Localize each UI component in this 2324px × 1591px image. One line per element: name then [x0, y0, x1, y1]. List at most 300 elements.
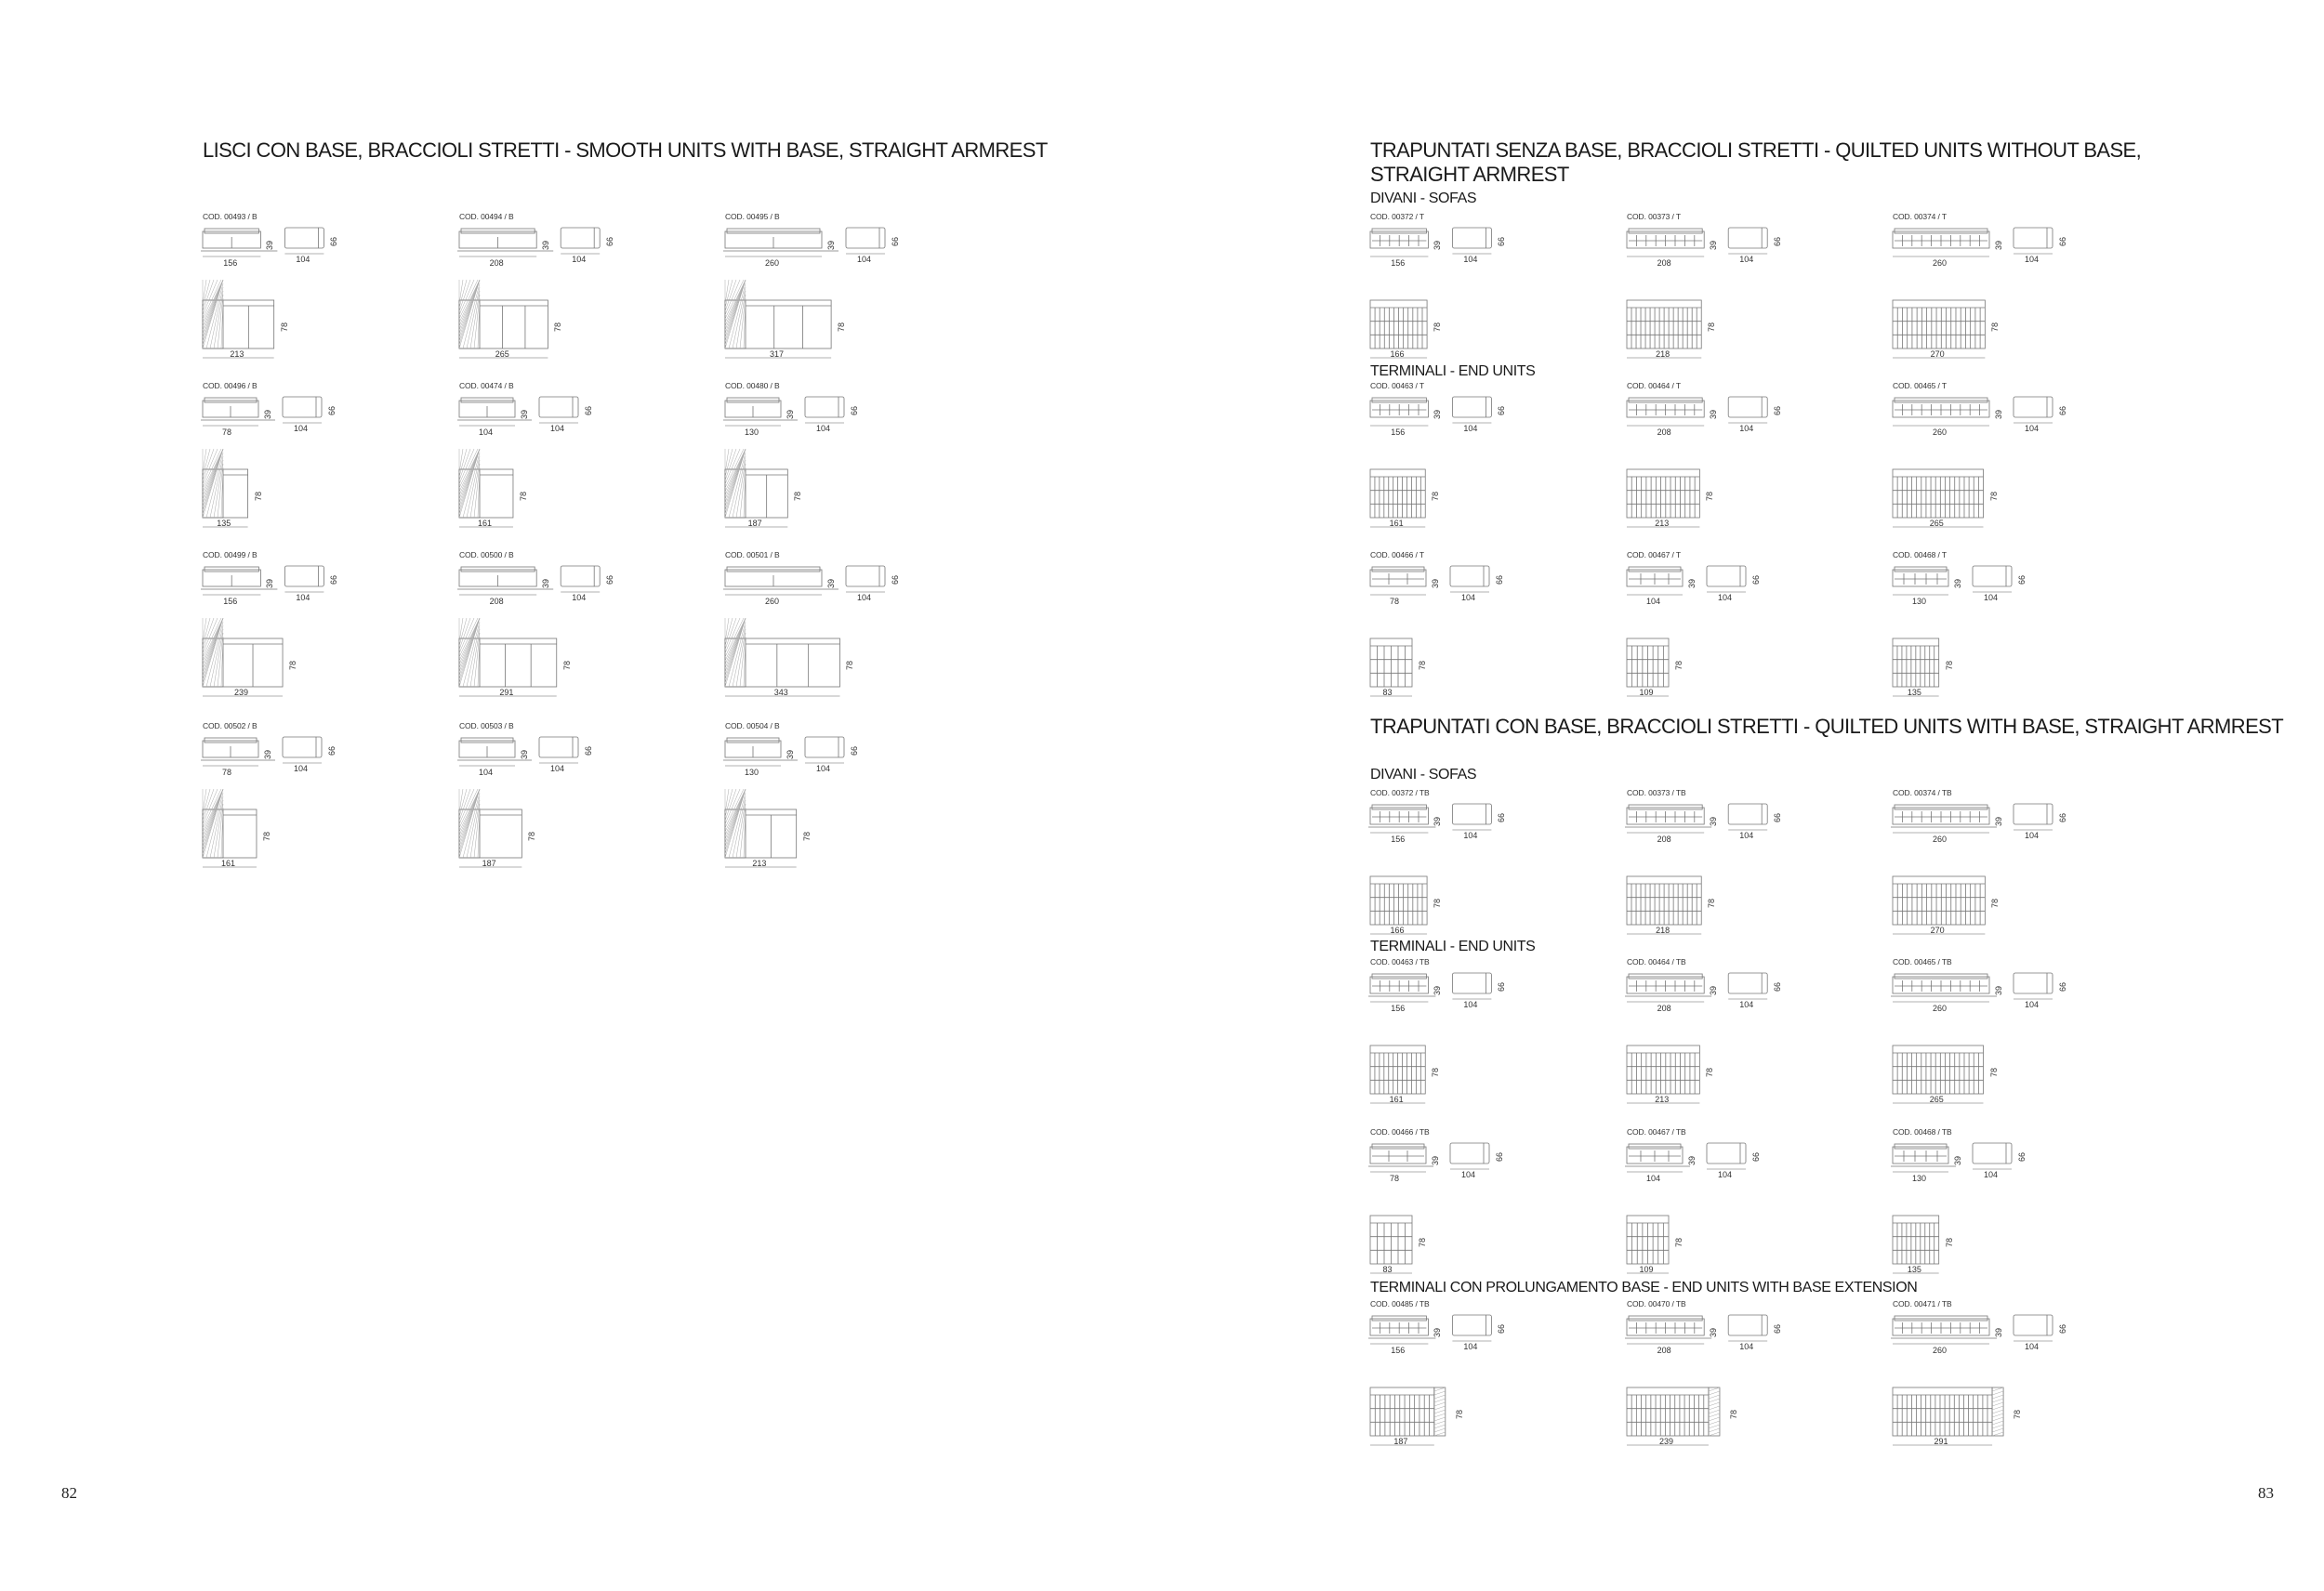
- plan-width-label: 213: [752, 859, 767, 868]
- depth-label: 104: [1463, 831, 1478, 840]
- plan-depth-label: 78: [1674, 1237, 1684, 1247]
- front-body: [1370, 1147, 1426, 1164]
- hatch-line: [1992, 1399, 2003, 1402]
- product-unit: [1370, 957, 1621, 1138]
- plan-width-label: 161: [477, 519, 492, 528]
- width-label: 208: [489, 597, 504, 606]
- depth-label: 104: [816, 764, 831, 773]
- hatch-line: [203, 789, 223, 858]
- width-label: 78: [222, 768, 232, 777]
- plan-depth-label: 78: [837, 322, 847, 332]
- front-elevation: [1625, 974, 1711, 1002]
- back-height-label: 66: [1497, 405, 1507, 415]
- plan-depth-label: 78: [1944, 1237, 1954, 1247]
- hatch-line: [1992, 1413, 2003, 1417]
- section-title-quilted-nobase-line2: STRAIGHT ARMREST: [1370, 163, 1569, 186]
- width-label: 156: [223, 258, 238, 268]
- hatch-line: [1434, 1425, 1446, 1428]
- plan-width-label: 265: [495, 349, 509, 359]
- plan-depth-label: 78: [1433, 898, 1443, 908]
- height-label: 39: [1994, 985, 2003, 995]
- product-unit: [203, 721, 454, 902]
- side-elevation: [846, 228, 885, 254]
- product-code: COD. 00501 / B: [725, 550, 780, 559]
- front-backrest: [727, 738, 779, 743]
- hatch-line: [1709, 1432, 1720, 1436]
- front-elevation: [1368, 1316, 1435, 1344]
- width-label: 208: [1657, 835, 1671, 844]
- plan-width-label: 83: [1382, 1265, 1393, 1274]
- plan-width-label: 218: [1656, 926, 1670, 935]
- hatch-line: [1434, 1402, 1446, 1406]
- depth-label: 104: [550, 424, 565, 433]
- hatch-line: [1992, 1417, 2003, 1421]
- page-number-right: 83: [2258, 1484, 2274, 1502]
- hatch-line: [1992, 1387, 2003, 1391]
- plan-depth-label: 78: [288, 660, 298, 670]
- plan-depth-label: 78: [845, 660, 855, 670]
- height-label: 39: [1709, 816, 1719, 826]
- plan-width-label: 291: [499, 688, 514, 697]
- front-backrest: [727, 567, 820, 572]
- back-height-label: 66: [2058, 981, 2067, 992]
- height-label: 39: [520, 749, 529, 759]
- plan-width-label: 239: [1658, 1437, 1673, 1446]
- unit-drawing: [1370, 957, 1621, 1138]
- hatch-line: [459, 449, 480, 518]
- plan-view: [459, 449, 513, 527]
- plan-width-label: 213: [1655, 519, 1670, 528]
- depth-label: 104: [1984, 593, 1999, 602]
- height-label: 39: [541, 240, 551, 250]
- side-elevation: [1450, 1143, 1489, 1169]
- width-label: 260: [1933, 258, 1948, 268]
- unit-drawing: [459, 550, 710, 731]
- width-label: 156: [1391, 1346, 1406, 1355]
- side-elevation: [1728, 1315, 1767, 1341]
- width-label: 130: [745, 768, 759, 777]
- height-label: 39: [265, 240, 275, 250]
- unit-drawing: [725, 550, 976, 731]
- product-code: COD. 00502 / B: [203, 721, 257, 730]
- back-height-label: 66: [2058, 1323, 2067, 1334]
- front-backrest: [461, 398, 513, 402]
- width-label: 78: [222, 427, 232, 437]
- plan-view: [725, 449, 787, 527]
- front-elevation: [1891, 1316, 1997, 1344]
- plan-depth-label: 78: [1418, 1237, 1427, 1247]
- front-backrest: [727, 229, 820, 233]
- plan-width-label: 265: [1929, 519, 1944, 528]
- product-code: COD. 00499 / B: [203, 550, 257, 559]
- product-unit: [1893, 788, 2144, 969]
- depth-label: 104: [2025, 1000, 2040, 1009]
- hatch-line: [1709, 1402, 1720, 1406]
- product-code: COD. 00467 / T: [1627, 550, 1681, 559]
- product-code: COD. 00374 / TB: [1893, 788, 1952, 797]
- hatch-line: [1709, 1406, 1720, 1410]
- width-label: 208: [1657, 427, 1671, 437]
- front-backrest: [205, 229, 258, 233]
- product-unit: [725, 381, 976, 562]
- side-elevation: [1728, 973, 1767, 999]
- height-label: 39: [1709, 1327, 1719, 1337]
- back-height-label: 66: [1773, 236, 1783, 246]
- plan-view: [203, 280, 274, 358]
- hatch-line: [1992, 1428, 2003, 1432]
- product-code: COD. 00467 / TB: [1627, 1127, 1686, 1137]
- front-backrest: [461, 229, 535, 233]
- side-elevation: [539, 397, 578, 423]
- product-unit: [1893, 1127, 2144, 1308]
- hatch-line: [1709, 1417, 1720, 1421]
- front-elevation: [1368, 805, 1435, 833]
- plan-width-label: 83: [1382, 688, 1393, 697]
- height-label: 39: [826, 578, 836, 588]
- product-code: COD. 00465 / T: [1893, 381, 1947, 390]
- unit-drawing: [459, 212, 710, 393]
- front-backrest: [1895, 974, 1987, 979]
- front-backrest: [1372, 1316, 1426, 1321]
- height-label: 39: [1433, 816, 1443, 826]
- plan-width-label: 135: [217, 519, 231, 528]
- product-code: COD. 00463 / TB: [1370, 957, 1430, 966]
- depth-label: 104: [1739, 1342, 1754, 1351]
- depth-label: 104: [1718, 593, 1733, 602]
- width-label: 260: [765, 597, 780, 606]
- subtitle-sofas-base: DIVANI - SOFAS: [1370, 767, 1477, 782]
- product-code: COD. 00464 / T: [1627, 381, 1681, 390]
- back-height-label: 66: [2017, 1151, 2027, 1162]
- hatch-line: [1709, 1421, 1720, 1425]
- plan-view: [203, 449, 248, 527]
- height-label: 39: [1687, 1155, 1697, 1165]
- hatch-line: [725, 280, 746, 348]
- hatch-line: [1992, 1406, 2003, 1410]
- product-unit: [725, 550, 976, 731]
- depth-label: 104: [857, 593, 872, 602]
- hatch-line: [459, 618, 480, 687]
- depth-label: 104: [1739, 1000, 1754, 1009]
- product-code: COD. 00496 / B: [203, 381, 257, 390]
- hatch-line: [1992, 1402, 2003, 1406]
- plan-view: [725, 280, 831, 358]
- front-elevation: [1891, 805, 1997, 833]
- plan-outline: [203, 469, 248, 518]
- side-elevation: [846, 566, 885, 592]
- plan-depth-label: 78: [1988, 1067, 1999, 1077]
- depth-label: 104: [2025, 1342, 2040, 1351]
- hatch-line: [1709, 1428, 1720, 1432]
- plan-view: [203, 618, 283, 696]
- plan-outline: [459, 638, 557, 687]
- plan-width-label: 218: [1656, 349, 1670, 359]
- depth-label: 104: [1739, 424, 1754, 433]
- side-elevation: [283, 737, 322, 763]
- plan-width-label: 239: [234, 688, 249, 697]
- front-backrest: [205, 567, 258, 572]
- depth-label: 104: [1463, 1342, 1478, 1351]
- plan-depth-label: 78: [1990, 322, 2000, 332]
- side-elevation: [284, 228, 324, 254]
- back-height-label: 66: [327, 745, 337, 756]
- back-height-label: 66: [1497, 1323, 1507, 1334]
- hatch-line: [1992, 1395, 2003, 1399]
- height-label: 39: [263, 409, 272, 419]
- front-elevation: [457, 567, 553, 595]
- plan-width-label: 291: [1934, 1437, 1948, 1446]
- width-label: 208: [1657, 1346, 1671, 1355]
- height-label: 39: [263, 749, 272, 759]
- height-label: 39: [786, 749, 795, 759]
- depth-label: 104: [2025, 424, 2040, 433]
- width-label: 260: [1933, 835, 1948, 844]
- plan-width-label: 161: [220, 859, 235, 868]
- depth-label: 104: [1718, 1170, 1733, 1179]
- unit-drawing: [1370, 1299, 1621, 1480]
- hatch-line: [725, 618, 746, 687]
- side-elevation: [805, 397, 844, 423]
- front-backrest: [727, 398, 779, 402]
- plan-depth-label: 78: [801, 831, 812, 841]
- depth-label: 104: [2025, 831, 2040, 840]
- width-label: 208: [1657, 1004, 1671, 1013]
- hatch-line: [1434, 1413, 1446, 1417]
- height-label: 39: [1709, 240, 1719, 250]
- plan-depth-label: 78: [1944, 660, 1954, 670]
- subtitle-end-units-nobase: TERMINALI - END UNITS: [1370, 363, 1536, 379]
- side-elevation: [2014, 1315, 2053, 1341]
- back-height-label: 66: [1495, 1151, 1504, 1162]
- plan-depth-label: 78: [1431, 1067, 1441, 1077]
- hatch-line: [1992, 1410, 2003, 1413]
- width-label: 104: [1646, 597, 1661, 606]
- plan-width-label: 161: [1389, 519, 1404, 528]
- plan-depth-label: 78: [1705, 491, 1715, 501]
- unit-drawing: [1627, 788, 1878, 969]
- depth-label: 104: [1461, 593, 1476, 602]
- plan-view: [459, 280, 548, 358]
- unit-drawing: [203, 212, 454, 393]
- height-label: 39: [1433, 409, 1443, 419]
- back-height-label: 66: [891, 236, 900, 246]
- back-height-label: 66: [584, 405, 593, 415]
- back-height-label: 66: [329, 574, 339, 585]
- product-code: COD. 00485 / TB: [1370, 1299, 1430, 1308]
- plan-width-label: 109: [1639, 688, 1654, 697]
- back-height-label: 66: [605, 236, 615, 246]
- product-code: COD. 00468 / TB: [1893, 1127, 1952, 1137]
- product-code: COD. 00471 / TB: [1893, 1299, 1952, 1308]
- width-label: 156: [1391, 1004, 1406, 1013]
- plan-width-label: 135: [1907, 1265, 1921, 1274]
- plan-depth-label: 78: [279, 322, 289, 332]
- product-unit: [725, 721, 976, 902]
- product-code: COD. 00503 / B: [459, 721, 514, 730]
- hatch-line: [1709, 1391, 1720, 1395]
- plan-width-label: 166: [1390, 349, 1405, 359]
- hatch-line: [1992, 1432, 2003, 1436]
- product-code: COD. 00468 / T: [1893, 550, 1947, 559]
- product-code: COD. 00493 / B: [203, 212, 257, 221]
- plan-view: [459, 789, 522, 867]
- side-elevation: [283, 397, 322, 423]
- depth-label: 104: [1461, 1170, 1476, 1179]
- height-label: 39: [1994, 409, 2003, 419]
- product-unit: [459, 550, 710, 731]
- plan-depth-label: 78: [1728, 1409, 1738, 1419]
- side-elevation: [1452, 1315, 1491, 1341]
- plan-depth-label: 78: [1990, 898, 2000, 908]
- product-code: COD. 00464 / TB: [1627, 957, 1686, 966]
- front-backrest: [1372, 1144, 1424, 1149]
- hatch-line: [1992, 1391, 2003, 1395]
- front-backrest: [461, 738, 513, 743]
- front-backrest: [205, 398, 257, 402]
- plan-width-label: 265: [1929, 1095, 1944, 1104]
- product-unit: [1893, 957, 2144, 1138]
- front-backrest: [1895, 1316, 1987, 1321]
- subtitle-sofas-nobase: DIVANI - SOFAS: [1370, 191, 1477, 206]
- product-unit: [1627, 1127, 1878, 1308]
- plan-depth-label: 78: [261, 831, 271, 841]
- back-height-label: 66: [1751, 1151, 1761, 1162]
- hatch-line: [1434, 1399, 1446, 1402]
- plan-width-label: 109: [1639, 1265, 1654, 1274]
- width-label: 78: [1390, 1174, 1400, 1183]
- quilted-base-grid: [1162, 0, 2324, 1591]
- depth-label: 104: [296, 593, 310, 602]
- plan-depth-label: 78: [1454, 1409, 1464, 1419]
- hatch-line: [1434, 1387, 1446, 1391]
- product-unit: [1627, 957, 1878, 1138]
- product-code: COD. 00504 / B: [725, 721, 780, 730]
- back-height-label: 66: [1497, 236, 1507, 246]
- height-label: 39: [1994, 816, 2003, 826]
- section-title-smooth-base: LISCI CON BASE, BRACCIOLI STRETTI - SMOOTH UNITS WITH BASE, STRAIGHT ARMREST: [203, 138, 1048, 162]
- product-unit: [1627, 788, 1878, 969]
- unit-drawing: [725, 212, 976, 393]
- front-backrest: [1629, 805, 1702, 809]
- depth-label: 104: [1463, 1000, 1478, 1009]
- height-label: 39: [1431, 1155, 1440, 1165]
- product-code: COD. 00500 / B: [459, 550, 514, 559]
- product-code: COD. 00495 / B: [725, 212, 780, 221]
- hatch-line: [1434, 1391, 1446, 1395]
- back-height-label: 66: [329, 236, 339, 246]
- plan-depth-label: 78: [518, 491, 528, 501]
- product-code: COD. 00494 / B: [459, 212, 514, 221]
- side-elevation: [284, 566, 324, 592]
- hatch-line: [725, 449, 746, 518]
- height-label: 39: [1431, 578, 1440, 588]
- width-label: 260: [1933, 1004, 1948, 1013]
- back-height-label: 66: [1495, 574, 1504, 585]
- width-label: 78: [1390, 597, 1400, 606]
- width-label: 130: [1912, 597, 1927, 606]
- unit-drawing: [203, 550, 454, 731]
- product-unit: [203, 550, 454, 731]
- depth-label: 104: [857, 255, 872, 264]
- hatch-line: [203, 449, 223, 518]
- plan-width-label: 270: [1930, 349, 1945, 359]
- front-backrest: [461, 567, 535, 572]
- plan-depth-label: 78: [1418, 660, 1427, 670]
- product-unit: [1370, 788, 1621, 969]
- plan-width-label: 135: [1907, 688, 1921, 697]
- side-elevation: [805, 737, 844, 763]
- unit-drawing: [1627, 1299, 1878, 1480]
- front-backrest: [1372, 805, 1426, 809]
- back-height-label: 66: [891, 574, 900, 585]
- plan-view: [725, 618, 839, 696]
- product-unit: [459, 721, 710, 902]
- product-code: COD. 00374 / T: [1893, 212, 1947, 221]
- side-elevation: [1973, 1143, 2012, 1169]
- product-unit: [1370, 1127, 1621, 1308]
- width-label: 104: [479, 768, 494, 777]
- hatch-line: [1434, 1417, 1446, 1421]
- depth-label: 104: [1739, 831, 1754, 840]
- front-backrest: [1895, 1144, 1947, 1149]
- back-height-label: 66: [850, 745, 859, 756]
- unit-drawing: [1893, 1299, 2144, 1480]
- depth-label: 104: [572, 593, 587, 602]
- product-code: COD. 00373 / T: [1627, 212, 1681, 221]
- front-elevation: [723, 567, 838, 595]
- front-body: [1893, 1147, 1948, 1164]
- side-elevation: [561, 228, 600, 254]
- product-unit: [1627, 1299, 1878, 1480]
- front-backrest: [1372, 974, 1426, 979]
- front-elevation: [457, 229, 553, 256]
- plan-width-label: 187: [482, 859, 496, 868]
- height-label: 39: [1687, 578, 1697, 588]
- side-elevation: [2014, 973, 2053, 999]
- back-height-label: 66: [1751, 574, 1761, 585]
- back-height-label: 66: [1773, 405, 1783, 415]
- side-elevation: [1452, 973, 1491, 999]
- front-backrest: [1895, 805, 1987, 809]
- height-label: 39: [265, 578, 275, 588]
- hatch-line: [1434, 1428, 1446, 1432]
- product-unit: [203, 212, 454, 393]
- side-elevation: [1707, 1143, 1746, 1169]
- product-code: COD. 00480 / B: [725, 381, 780, 390]
- plan-view: [203, 789, 257, 867]
- depth-label: 104: [572, 255, 587, 264]
- back-height-label: 66: [1773, 981, 1783, 992]
- plan-depth-label: 78: [527, 831, 537, 841]
- hatch-line: [203, 280, 223, 348]
- product-code: COD. 00372 / T: [1370, 212, 1424, 221]
- front-elevation: [1368, 974, 1435, 1002]
- hatch-line: [725, 789, 746, 858]
- section-title-quilted-base: TRAPUNTATI CON BASE, BRACCIOLI STRETTI - QUILTED UNITS WITH BASE, STRAIGHT ARMREST: [1370, 715, 2284, 738]
- product-unit: [1893, 1299, 2144, 1480]
- plan-outline: [459, 300, 548, 348]
- back-height-label: 66: [1773, 812, 1783, 822]
- hatch-line: [459, 789, 480, 858]
- plan-view: [459, 618, 557, 696]
- height-label: 39: [1709, 985, 1719, 995]
- plan-depth-label: 78: [253, 491, 263, 501]
- front-elevation: [1625, 1316, 1711, 1344]
- side-elevation: [1452, 804, 1491, 830]
- product-unit: [459, 381, 710, 562]
- height-label: 39: [1994, 240, 2003, 250]
- width-label: 260: [1933, 1346, 1948, 1355]
